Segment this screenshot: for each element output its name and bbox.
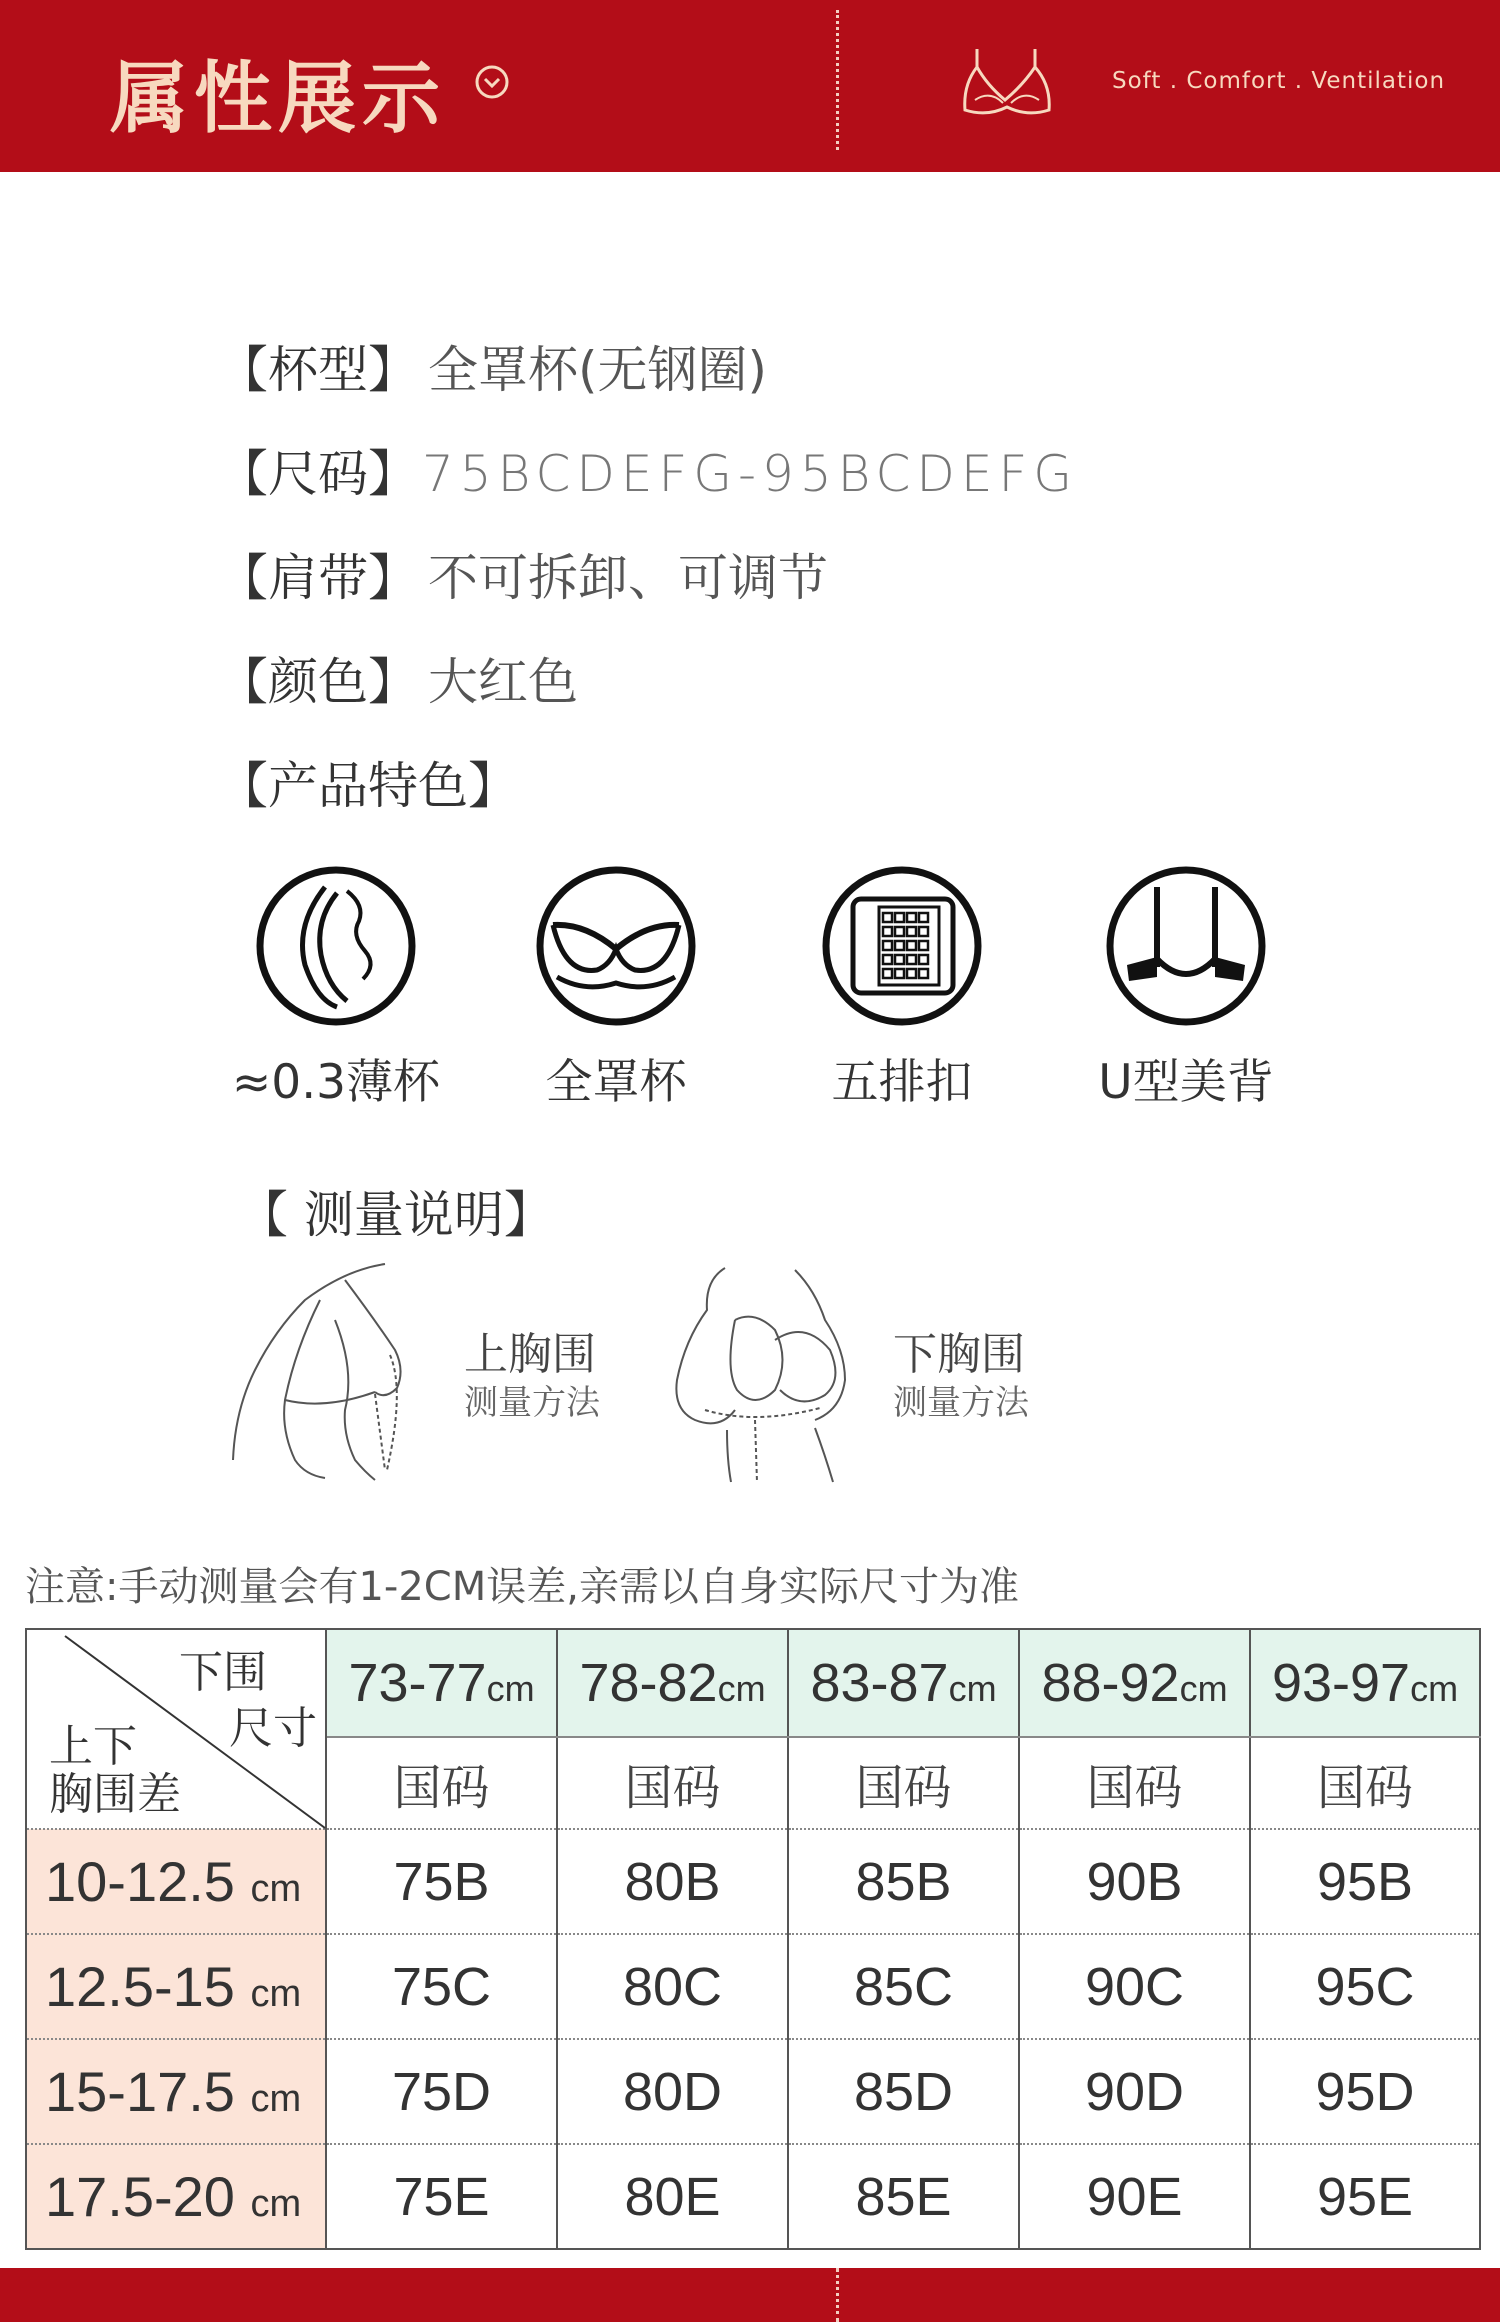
corner-label-size: 尺寸 [229, 1704, 317, 1753]
lower-bust-figure [665, 1260, 880, 1485]
table-row [26, 2144, 1480, 2249]
feature-full-cup [486, 865, 746, 1112]
corner-label-updown: 上下 [49, 1722, 137, 1771]
diff-unit: cm [250, 1973, 302, 2015]
lower-bust-label: 下胸围 [893, 1329, 1025, 1380]
attr-key: 【颜色】 [218, 653, 418, 711]
size-cell: 90E [1019, 2144, 1250, 2249]
attr-color [218, 642, 578, 714]
code-header: 国码 [1250, 1737, 1480, 1829]
range-header [1250, 1629, 1480, 1737]
range-unit: cm [948, 1668, 997, 1709]
size-cell: 90D [1019, 2039, 1250, 2144]
code-header: 国码 [326, 1737, 557, 1829]
chevron-down-circle-icon [474, 64, 510, 100]
size-cell: 85D [788, 2039, 1019, 2144]
next-section-banner [0, 2268, 1500, 2322]
attr-value: 不可拆卸、可调节 [428, 549, 828, 607]
size-cell: 80D [557, 2039, 788, 2144]
range-value: 78-82 [579, 1653, 718, 1713]
size-cell: 95B [1250, 1829, 1480, 1934]
range-unit: cm [1179, 1668, 1228, 1709]
five-row-hook-icon [821, 865, 983, 1027]
diff-unit: cm [250, 1868, 302, 1910]
lower-bust-sub: 测量方法 [893, 1383, 1029, 1423]
size-cell: 75B [326, 1829, 557, 1934]
banner-slogan: Soft . Comfort . Ventilation [1112, 68, 1446, 94]
attr-value: 大红色 [428, 653, 578, 711]
size-cell: 80B [557, 1829, 788, 1934]
diff-value: 17.5-20 [45, 2165, 235, 2228]
range-header [326, 1629, 557, 1737]
size-cell: 80E [557, 2144, 788, 2249]
feature-five-hooks [772, 865, 1032, 1112]
size-table [25, 1628, 1481, 2250]
section-title: 属性展示 [110, 54, 447, 144]
size-cell: 95E [1250, 2144, 1480, 2249]
table-row [26, 1829, 1480, 1934]
attr-strap [218, 538, 828, 610]
bra-outline-icon [955, 45, 1059, 120]
range-unit: cm [486, 1668, 535, 1709]
size-cell: 85E [788, 2144, 1019, 2249]
range-unit: cm [1410, 1668, 1459, 1709]
range-value: 88-92 [1041, 1653, 1180, 1713]
feature-u-back [1056, 865, 1316, 1112]
size-cell: 80C [557, 1934, 788, 2039]
diff-value: 15-17.5 [45, 2060, 235, 2123]
attr-value: 全罩杯(无钢圈) [428, 341, 768, 399]
attr-key: 【尺码】 [218, 445, 418, 503]
attr-cup-type [218, 330, 767, 402]
diff-label [26, 1934, 326, 2039]
range-value: 83-87 [810, 1653, 949, 1713]
feature-label: 全罩杯 [545, 1055, 687, 1110]
range-value: 93-97 [1271, 1653, 1411, 1713]
code-header: 国码 [1019, 1737, 1250, 1829]
attr-value: 75BCDEFG-95BCDEFG [422, 445, 1079, 503]
diff-label [26, 2039, 326, 2144]
diff-unit: cm [250, 2078, 302, 2120]
feature-label: U型美背 [1098, 1055, 1274, 1110]
feature-label: 五排扣 [831, 1055, 973, 1110]
attr-key: 【杯型】 [218, 341, 418, 399]
size-cell: 75E [326, 2144, 557, 2249]
range-unit: cm [717, 1668, 766, 1709]
full-cup-icon [535, 865, 697, 1027]
corner-label-diff: 胸围差 [49, 1770, 181, 1819]
size-cell: 90B [1019, 1829, 1250, 1934]
section-header-banner [0, 0, 1500, 172]
size-cell: 75C [326, 1934, 557, 2039]
range-value: 73-77 [348, 1653, 487, 1713]
code-header: 国码 [557, 1737, 788, 1829]
table-row [26, 1934, 1480, 2039]
table-corner-header [26, 1629, 326, 1829]
size-cell: 95C [1250, 1934, 1480, 2039]
attr-features-heading [218, 746, 518, 818]
size-cell: 85B [788, 1829, 1019, 1934]
attr-key: 【肩带】 [218, 549, 418, 607]
thin-cup-icon [255, 865, 417, 1027]
measure-title: 【 测量说明】 [238, 1186, 554, 1244]
corner-label-underbust: 下围 [179, 1648, 267, 1697]
size-cell: 95D [1250, 2039, 1480, 2144]
upper-bust-label: 上胸围 [464, 1329, 596, 1380]
diff-value: 10-12.5 [45, 1850, 235, 1913]
attr-size [218, 434, 1078, 506]
feature-label: ≈0.3薄杯 [231, 1055, 441, 1110]
diff-label [26, 2144, 326, 2249]
attr-key: 【产品特色】 [218, 757, 518, 815]
diff-unit: cm [250, 2183, 302, 2225]
range-header [557, 1629, 788, 1737]
size-cell: 90C [1019, 1934, 1250, 2039]
banner-divider [836, 2268, 839, 2322]
diff-label [26, 1829, 326, 1934]
size-cell: 75D [326, 2039, 557, 2144]
upper-bust-figure [225, 1260, 435, 1485]
measurement-note: 注意:手动测量会有1-2CM误差,亲需以自身实际尺寸为准 [25, 1564, 1019, 1610]
upper-bust-sub: 测量方法 [464, 1383, 600, 1423]
feature-thin-cup [206, 865, 466, 1112]
diff-value: 12.5-15 [45, 1955, 235, 2018]
range-header [788, 1629, 1019, 1737]
table-row [26, 2039, 1480, 2144]
banner-divider [836, 10, 839, 150]
size-cell: 85C [788, 1934, 1019, 2039]
u-back-icon [1105, 865, 1267, 1027]
range-header [1019, 1629, 1250, 1737]
code-header: 国码 [788, 1737, 1019, 1829]
